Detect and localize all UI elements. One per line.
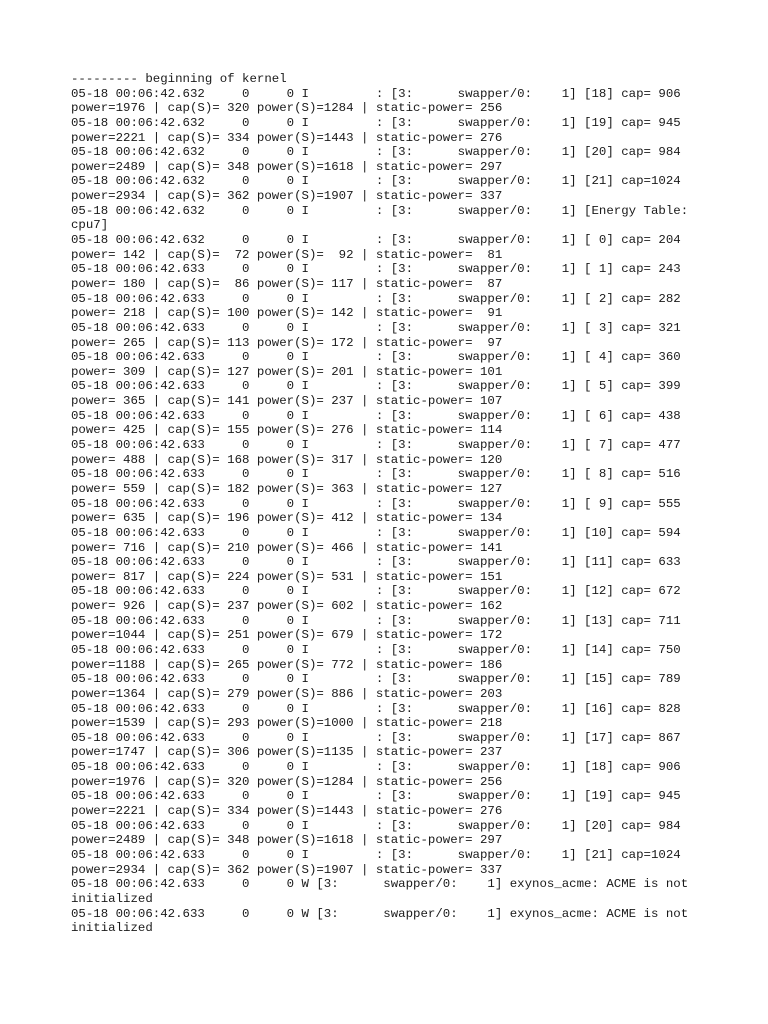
log-line: 05-18 00:06:42.633 0 0 I : [3: swapper/0: 1] [17] cap= 867 <box>71 730 681 745</box>
log-line: power=1364 | cap(S)= 279 power(S)= 886 | static-power= 203 <box>71 686 503 701</box>
log-line: power=1747 | cap(S)= 306 power(S)=1135 | static-power= 237 <box>71 745 503 760</box>
log-line: power=2934 | cap(S)= 362 power(S)=1907 | static-power= 337 <box>71 189 503 204</box>
log-line: 05-18 00:06:42.633 0 0 I : [3: swapper/0: 1] [ 4] cap= 360 <box>71 350 681 365</box>
log-line: 05-18 00:06:42.633 0 0 I : [3: swapper/0: 1] [13] cap= 711 <box>71 613 681 628</box>
log-line: power=2934 | cap(S)= 362 power(S)=1907 | static-power= 337 <box>71 862 503 877</box>
log-line: 05-18 00:06:42.633 0 0 I : [3: swapper/0: 1] [ 3] cap= 321 <box>71 320 681 335</box>
log-line: power=2221 | cap(S)= 334 power(S)=1443 | static-power= 276 <box>71 804 503 819</box>
log-line: power=2489 | cap(S)= 348 power(S)=1618 | static-power= 297 <box>71 159 503 174</box>
log-line: 05-18 00:06:42.633 0 0 I : [3: swapper/0: 1] [ 1] cap= 243 <box>71 262 681 277</box>
log-line: power= 817 | cap(S)= 224 power(S)= 531 | static-power= 151 <box>71 569 503 584</box>
log-line: power=1539 | cap(S)= 293 power(S)=1000 | static-power= 218 <box>71 716 503 731</box>
log-line: 05-18 00:06:42.632 0 0 I : [3: swapper/0: 1] [19] cap= 945 <box>71 115 681 130</box>
log-line: initialized <box>71 891 153 906</box>
log-line: 05-18 00:06:42.633 0 0 I : [3: swapper/0: 1] [ 9] cap= 555 <box>71 496 681 511</box>
log-line: power= 559 | cap(S)= 182 power(S)= 363 | static-power= 127 <box>71 481 503 496</box>
log-line: 05-18 00:06:42.633 0 0 I : [3: swapper/0: 1] [20] cap= 984 <box>71 818 681 833</box>
log-line: power= 716 | cap(S)= 210 power(S)= 466 | static-power= 141 <box>71 540 503 555</box>
log-line: power= 635 | cap(S)= 196 power(S)= 412 | static-power= 134 <box>71 511 503 526</box>
log-line: 05-18 00:06:42.632 0 0 I : [3: swapper/0: 1] [21] cap=1024 <box>71 174 681 189</box>
log-line: 05-18 00:06:42.633 0 0 I : [3: swapper/0: 1] [ 2] cap= 282 <box>71 291 681 306</box>
log-line: power=1188 | cap(S)= 265 power(S)= 772 | static-power= 186 <box>71 657 503 672</box>
log-line: 05-18 00:06:42.632 0 0 I : [3: swapper/0: 1] [Energy Table: <box>71 203 689 218</box>
log-line: 05-18 00:06:42.633 0 0 I : [3: swapper/0: 1] [18] cap= 906 <box>71 760 681 775</box>
log-line: power=1976 | cap(S)= 320 power(S)=1284 | static-power= 256 <box>71 101 503 116</box>
log-line: 05-18 00:06:42.633 0 0 I : [3: swapper/0: 1] [ 6] cap= 438 <box>71 408 681 423</box>
log-line: 05-18 00:06:42.633 0 0 I : [3: swapper/0: 1] [11] cap= 633 <box>71 555 681 570</box>
log-line: power= 142 | cap(S)= 72 power(S)= 92 | static-power= 81 <box>71 247 503 262</box>
log-line: 05-18 00:06:42.633 0 0 W [3: swapper/0: 1] exynos_acme: ACME is not <box>71 906 689 921</box>
log-line: 05-18 00:06:42.633 0 0 I : [3: swapper/0: 1] [14] cap= 750 <box>71 642 681 657</box>
log-line: power= 425 | cap(S)= 155 power(S)= 276 | static-power= 114 <box>71 423 503 438</box>
log-line: 05-18 00:06:42.632 0 0 I : [3: swapper/0: 1] [ 0] cap= 204 <box>71 233 681 248</box>
log-line: power= 926 | cap(S)= 237 power(S)= 602 | static-power= 162 <box>71 599 503 614</box>
log-header-line: --------- beginning of kernel <box>71 72 287 86</box>
log-line: 05-18 00:06:42.633 0 0 I : [3: swapper/0: 1] [16] cap= 828 <box>71 701 681 716</box>
log-line: 05-18 00:06:42.633 0 0 I : [3: swapper/0: 1] [21] cap=1024 <box>71 847 681 862</box>
log-line: power= 180 | cap(S)= 86 power(S)= 117 | static-power= 87 <box>71 276 503 291</box>
log-line: 05-18 00:06:42.633 0 0 I : [3: swapper/0: 1] [19] cap= 945 <box>71 789 681 804</box>
log-line: 05-18 00:06:42.633 0 0 I : [3: swapper/0: 1] [12] cap= 672 <box>71 584 681 599</box>
log-line: 05-18 00:06:42.632 0 0 I : [3: swapper/0: 1] [20] cap= 984 <box>71 145 681 160</box>
log-line: 05-18 00:06:42.633 0 0 I : [3: swapper/0: 1] [ 7] cap= 477 <box>71 438 681 453</box>
log-line: 05-18 00:06:42.633 0 0 I : [3: swapper/0: 1] [15] cap= 789 <box>71 672 681 687</box>
log-line: power= 309 | cap(S)= 127 power(S)= 201 | static-power= 101 <box>71 364 503 379</box>
log-line: power= 265 | cap(S)= 113 power(S)= 172 | static-power= 97 <box>71 335 503 350</box>
log-line: 05-18 00:06:42.633 0 0 W [3: swapper/0: 1] exynos_acme: ACME is not <box>71 877 689 892</box>
log-line: 05-18 00:06:42.632 0 0 I : [3: swapper/0: 1] [18] cap= 906 <box>71 86 681 101</box>
log-line: 05-18 00:06:42.633 0 0 I : [3: swapper/0: 1] [ 5] cap= 399 <box>71 379 681 394</box>
kernel-log <box>71 72 711 936</box>
log-line: power= 218 | cap(S)= 100 power(S)= 142 | static-power= 91 <box>71 306 503 321</box>
log-line: power=1976 | cap(S)= 320 power(S)=1284 | static-power= 256 <box>71 774 503 789</box>
log-line: power=2221 | cap(S)= 334 power(S)=1443 | static-power= 276 <box>71 130 503 145</box>
log-line: power= 488 | cap(S)= 168 power(S)= 317 | static-power= 120 <box>71 452 503 467</box>
log-line: power=2489 | cap(S)= 348 power(S)=1618 | static-power= 297 <box>71 833 503 848</box>
log-line: 05-18 00:06:42.633 0 0 I : [3: swapper/0: 1] [ 8] cap= 516 <box>71 467 681 482</box>
log-line: initialized <box>71 921 153 936</box>
document-page <box>71 72 711 936</box>
log-line: power= 365 | cap(S)= 141 power(S)= 237 | static-power= 107 <box>71 394 503 409</box>
log-line: cpu7] <box>71 218 109 233</box>
log-line: power=1044 | cap(S)= 251 power(S)= 679 | static-power= 172 <box>71 628 503 643</box>
log-line: 05-18 00:06:42.633 0 0 I : [3: swapper/0: 1] [10] cap= 594 <box>71 525 681 540</box>
